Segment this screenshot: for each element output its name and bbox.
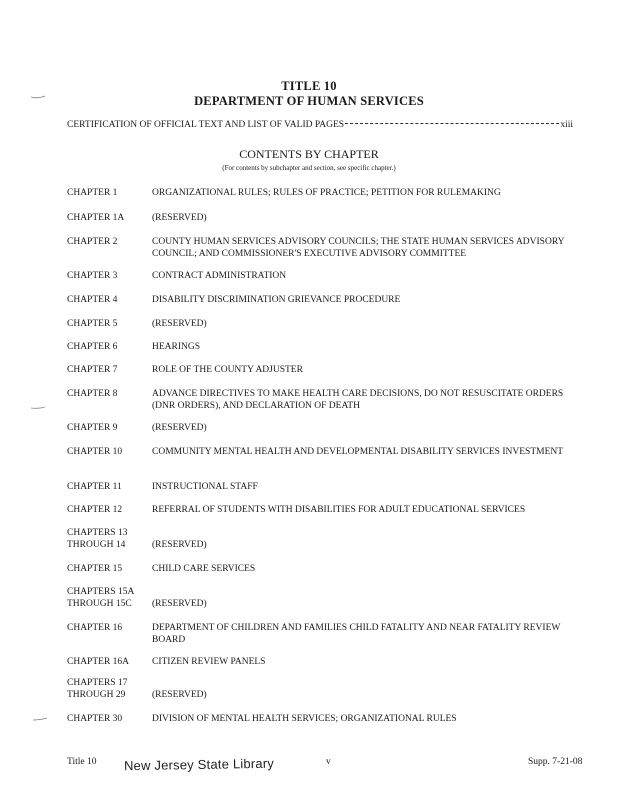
certification-page: xiii [560, 120, 573, 130]
chapter-label: CHAPTER 11 [67, 482, 122, 492]
contents-heading: CONTENTS BY CHAPTER [239, 147, 379, 161]
chapter-label: CHAPTER 4 [67, 295, 118, 305]
chapter-description: ORGANIZATIONAL RULES; RULES OF PRACTICE; PETITION FOR RULEMAKING [152, 188, 501, 198]
chapter-label: CHAPTER 1 [67, 188, 118, 198]
scan-mark [32, 717, 48, 721]
chapter-description: (RESERVED) [152, 540, 207, 550]
chapter-description: DIVISION OF MENTAL HEALTH SERVICES; ORGANIZATIONAL RULES [152, 714, 457, 724]
chapter-description: HEARINGS [152, 342, 201, 352]
document-title: TITLE 10 [281, 79, 337, 93]
chapter-description: (RESERVED) [152, 213, 207, 223]
chapter-description: DISABILITY DISCRIMINATION GRIEVANCE PROCEDURE [152, 295, 401, 305]
footer-title: Title 10 [67, 757, 97, 767]
chapter-label: CHAPTER 15 [67, 564, 123, 574]
chapter-description: (RESERVED) [152, 423, 207, 433]
chapter-label: CHAPTERS 13 THROUGH 14 [67, 528, 128, 550]
chapter-label: CHAPTER 10 [67, 447, 123, 457]
library-stamp: New Jersey State Library [123, 755, 275, 774]
certification-line [67, 120, 573, 130]
chapter-label: CHAPTER 30 [67, 714, 123, 724]
chapter-label: CHAPTERS 17 THROUGH 29 [67, 678, 128, 700]
chapter-label: CHAPTER 9 [67, 423, 118, 433]
scan-mark [30, 406, 46, 410]
chapter-description: REFERRAL OF STUDENTS WITH DISABILITIES FOR ADULT EDUCATIONAL SERVICES [152, 505, 526, 515]
certification-text: CERTIFICATION OF OFFICIAL TEXT AND LIST OF VALID PAGES [67, 120, 345, 130]
document-subtitle: DEPARTMENT OF HUMAN SERVICES [194, 94, 424, 108]
dot-leader [345, 123, 559, 124]
scan-mark [30, 95, 46, 99]
chapter-label: CHAPTER 6 [67, 342, 118, 352]
chapter-description: ROLE OF THE COUNTY ADJUSTER [152, 365, 303, 375]
chapter-description: CONTRACT ADMINISTRATION [152, 271, 287, 281]
chapter-label: CHAPTER 7 [67, 365, 118, 375]
chapter-description: CHILD CARE SERVICES [152, 564, 256, 574]
chapter-description: (RESERVED) [152, 319, 207, 329]
chapter-label: CHAPTER 5 [67, 319, 118, 329]
chapter-label: CHAPTER 16 [67, 623, 123, 633]
chapter-label: CHAPTER 2 [67, 237, 118, 247]
chapter-description: (RESERVED) [152, 599, 207, 609]
chapter-label: CHAPTERS 15A THROUGH 15C [67, 587, 135, 609]
supplement-date: Supp. 7-21-08 [528, 757, 583, 767]
chapter-description: CITIZEN REVIEW PANELS [152, 657, 266, 667]
chapter-label: CHAPTER 8 [67, 389, 118, 399]
chapter-label: CHAPTER 16A [67, 657, 130, 667]
chapter-description: INSTRUCTIONAL STAFF [152, 482, 258, 492]
chapter-label: CHAPTER 1A [67, 213, 125, 223]
chapter-description: ADVANCE DIRECTIVES TO MAKE HEALTH CARE DECISIONS, DO NOT RESUSCITATE ORDERS (DNR ORDERS), AND DECLARATION OF DEATH [152, 389, 564, 411]
chapter-description: COUNTY HUMAN SERVICES ADVISORY COUNCILS; THE STATE HUMAN SERVICES ADVISORY COUNCIL; AND COMMISSIONER'S EXECUTIVE ADVISORY COMMITTEE [152, 237, 565, 259]
chapter-description: DEPARTMENT OF CHILDREN AND FAMILIES CHILD FATALITY AND NEAR FATALITY REVIEW BOARD [152, 623, 561, 645]
page-number: v [326, 757, 331, 767]
chapter-label: CHAPTER 12 [67, 505, 123, 515]
contents-note: (For contents by subchapter and section, see specific chapter.) [222, 164, 396, 172]
chapter-description: (RESERVED) [152, 690, 207, 700]
chapter-label: CHAPTER 3 [67, 271, 118, 281]
chapter-description: COMMUNITY MENTAL HEALTH AND DEVELOPMENTAL DISABILITY SERVICES INVESTMENT [152, 447, 564, 457]
